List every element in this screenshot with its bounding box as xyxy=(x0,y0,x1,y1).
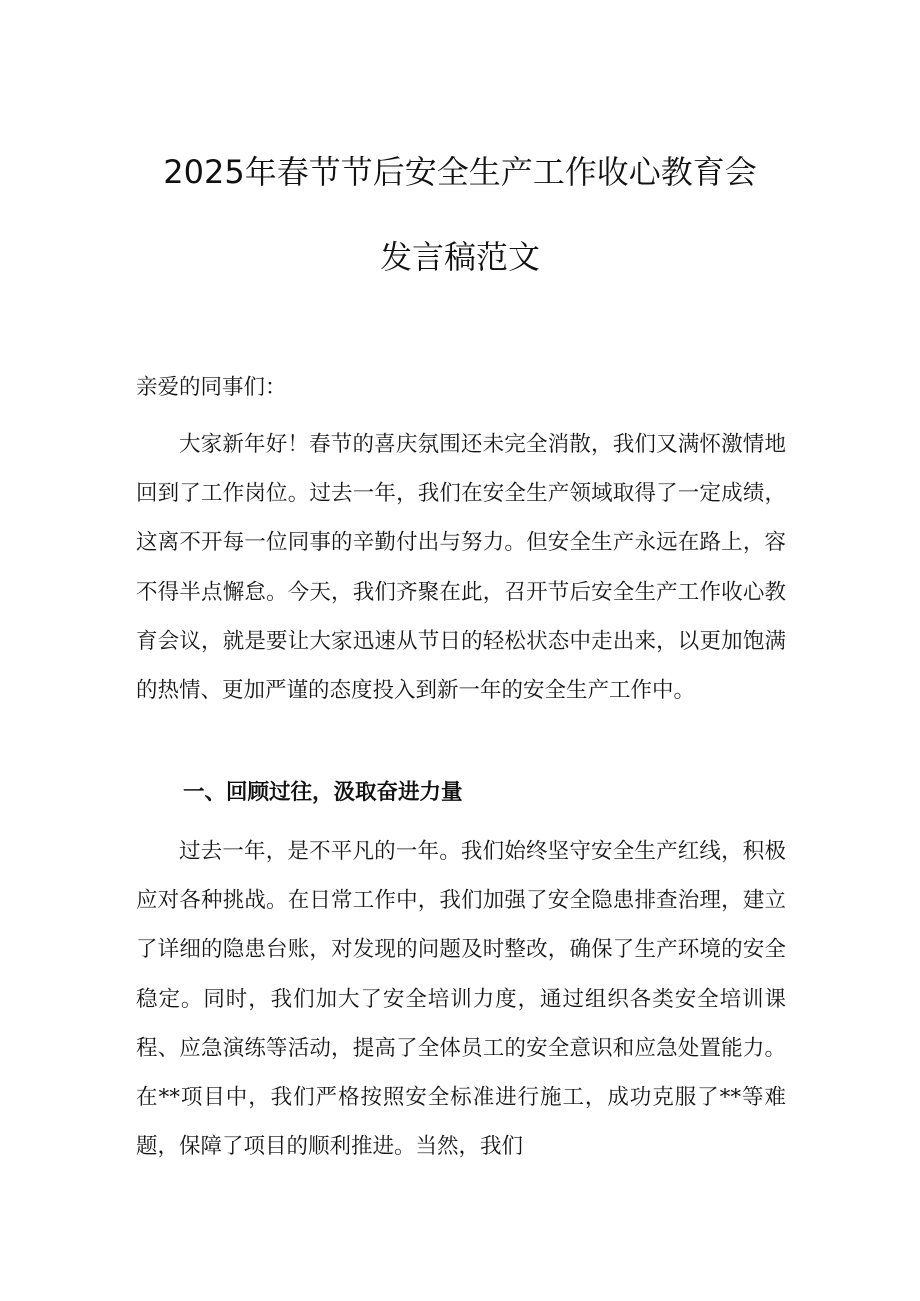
document-title-line-1: 2025年春节节后安全生产工作收心教育会 xyxy=(163,153,757,191)
review-paragraph: 过去一年，是不平凡的一年。我们始终坚守安全生产红线，积极应对各种挑战。在日常工作中，我们加强了安全隐患排查治理，建立了详细的隐患台账，对发现的问题及时整改，确保了生产环境的安全稳定。同时，我们加大了安全培训力度，通过组织各类安全培训课程、应急演练等活动，提高了全体员工的安全意识和应急处置能力。在**项目中，我们严格按照安全标准进行施工，成功克服了**等难题，保障了项目的顺利推进。当然，我们 xyxy=(136,839,786,1160)
section-heading: 一、回顾过往，汲取奋进力量 xyxy=(183,780,463,805)
salutation: 亲爱的同事们： xyxy=(136,375,287,400)
intro-paragraph: 大家新年好！春节的喜庆氛围还未完全消散，我们又满怀激情地回到了工作岗位。过去一年，我们在安全生产领域取得了一定成绩，这离不开每一位同事的辛勤付出与努力。但安全生产永远在路上，容不得半点懈怠。今天，我们齐聚在此，召开节后安全生产工作收心教育会议，就是要让大家迅速从节日的轻松状态中走出来，以更加饱满的热情、更加严谨的态度投入到新一年的安全生产工作中。 xyxy=(136,432,786,704)
document-title-line-2: 发言稿范文 xyxy=(379,238,540,276)
